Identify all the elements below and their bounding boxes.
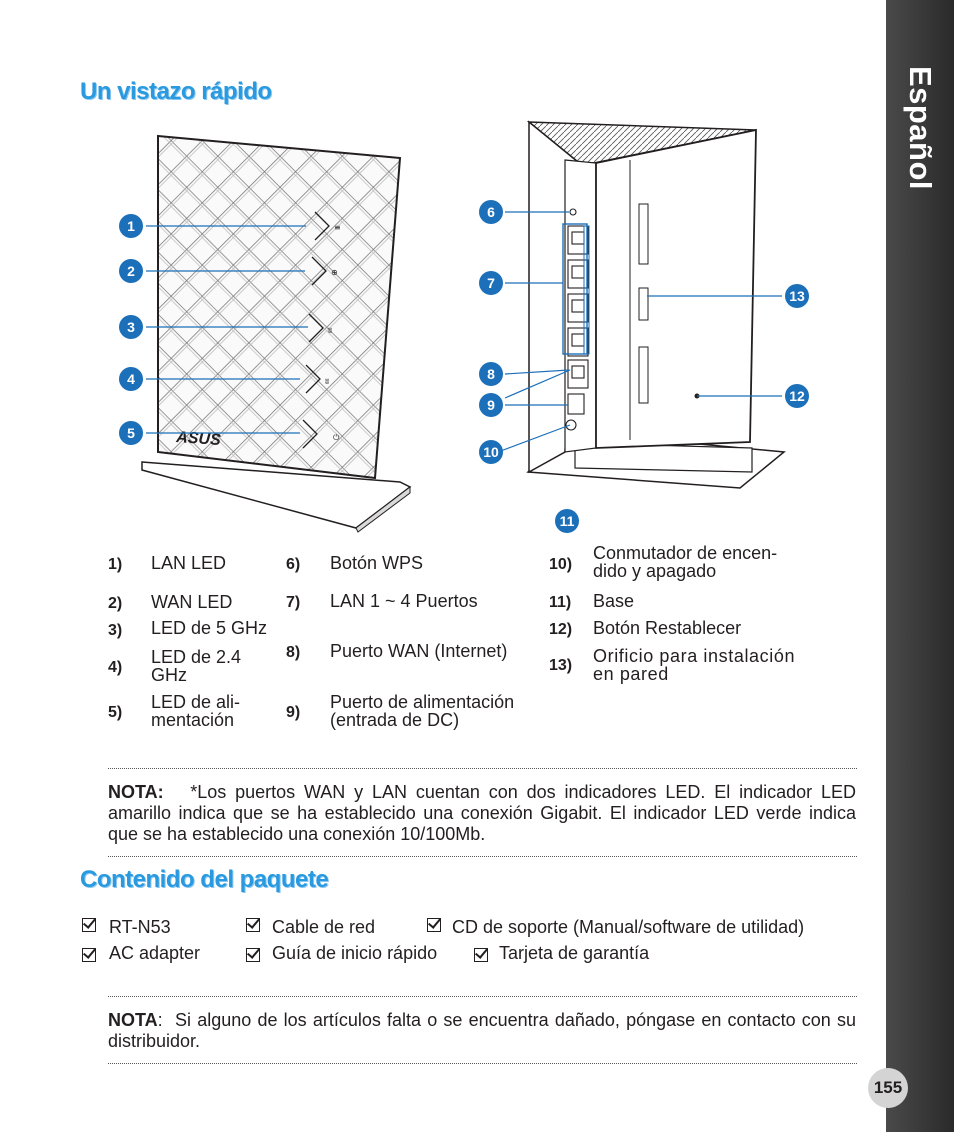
legend-num: 1) bbox=[108, 556, 123, 573]
legend-label: Puerto de alimentación (entrada de DC) bbox=[330, 692, 515, 730]
legend-label: LAN LED bbox=[151, 553, 227, 573]
asus-logo: ASUS bbox=[175, 429, 222, 450]
svg-text:≡: ≡ bbox=[334, 223, 341, 232]
legend-num: 13) bbox=[549, 657, 573, 674]
legend-label: Botón WPS bbox=[330, 553, 424, 573]
legend-num: 9) bbox=[286, 704, 301, 721]
legend-label: Botón Restablecer bbox=[593, 618, 742, 638]
legend-label: Base bbox=[593, 591, 635, 611]
legend-label: LAN 1 ~ 4 Puertos bbox=[330, 591, 478, 611]
package-item: CD de soporte (Manual/software de utilidad) bbox=[452, 917, 805, 937]
legend-num: 12) bbox=[549, 621, 573, 638]
svg-text:1: 1 bbox=[127, 218, 135, 234]
note-text: Si alguno de los artículos falta o se encuentra dañado, póngase en contacto con su distribuidor. bbox=[108, 1010, 856, 1051]
legend-num: 7) bbox=[286, 594, 301, 611]
legend-num: 2) bbox=[108, 595, 123, 612]
checkbox-icon bbox=[82, 918, 96, 932]
legend-label: Orificio para instalación en pared bbox=[593, 646, 796, 684]
divider bbox=[108, 856, 857, 857]
router-illustration bbox=[0, 0, 880, 540]
checkbox-icon bbox=[246, 948, 260, 962]
package-item: AC adapter bbox=[109, 943, 201, 963]
section-title-package-contents: Contenido del paquete bbox=[80, 866, 329, 893]
package-item: Cable de red bbox=[272, 917, 376, 937]
legend-num: 10) bbox=[549, 556, 573, 573]
svg-text:6: 6 bbox=[487, 204, 495, 220]
divider bbox=[108, 768, 857, 769]
legend-label: Conmutador de encen- dido y apagado bbox=[593, 543, 778, 581]
legend-num: 4) bbox=[108, 659, 123, 676]
note-missing-items: NOTA: Si alguno de los artículos falta o se encuentra dañado, póngase en contacto con su distribuidor. bbox=[108, 1010, 856, 1051]
svg-text:⊕: ⊕ bbox=[331, 268, 338, 277]
checkbox-icon bbox=[474, 948, 488, 962]
legend-label: WAN LED bbox=[151, 592, 233, 612]
legend-num: 11) bbox=[549, 594, 572, 611]
svg-text:ʬ: ʬ bbox=[325, 377, 330, 386]
checkbox-icon bbox=[82, 948, 96, 962]
svg-text:3: 3 bbox=[127, 319, 135, 335]
legend-num: 5) bbox=[108, 704, 123, 721]
legend-label: LED de 5 GHz bbox=[151, 618, 268, 638]
section-title-quick-look: Un vistazo rápido bbox=[80, 78, 272, 105]
router-back-view bbox=[528, 122, 784, 488]
svg-text:⏻: ⏻ bbox=[333, 433, 340, 442]
svg-text:10: 10 bbox=[483, 444, 499, 460]
svg-text:ʬ: ʬ bbox=[328, 326, 333, 335]
note-led bbox=[108, 782, 856, 845]
legend-label: LED de ali- mentación bbox=[151, 692, 241, 730]
svg-text:13: 13 bbox=[789, 288, 805, 304]
note-text: *Los puertos WAN y LAN cuentan con dos indicadores LED. El indicador LED amarillo indica que se ha establecido una conexión Gigabit. El indicador LED verde indica que se ha establecido una conexión 10/100Mb. bbox=[108, 782, 856, 844]
checkbox-icon bbox=[427, 918, 441, 932]
divider bbox=[108, 1063, 857, 1064]
svg-text:5: 5 bbox=[127, 425, 135, 441]
note-label: NOTA bbox=[108, 1010, 158, 1030]
package-item: Tarjeta de garantía bbox=[499, 943, 650, 963]
legend-num: 8) bbox=[286, 644, 301, 661]
svg-text:4: 4 bbox=[127, 371, 135, 387]
legend-num: 3) bbox=[108, 622, 123, 639]
svg-text:11: 11 bbox=[559, 513, 575, 529]
router-front-view bbox=[142, 136, 410, 532]
svg-text:7: 7 bbox=[487, 275, 495, 291]
divider bbox=[108, 996, 857, 997]
package-item: Guía de inicio rápido bbox=[272, 943, 438, 963]
svg-text:9: 9 bbox=[487, 397, 495, 413]
legend-label: LED de 2.4 GHz bbox=[151, 647, 242, 685]
package-item: RT-N53 bbox=[109, 917, 171, 937]
legend-label: Puerto WAN (Internet) bbox=[330, 641, 508, 661]
svg-text:8: 8 bbox=[487, 366, 495, 382]
legend-num: 6) bbox=[286, 556, 301, 573]
language-label: Español bbox=[903, 65, 938, 191]
page-number: 155 bbox=[868, 1068, 908, 1108]
svg-text:2: 2 bbox=[127, 263, 135, 279]
svg-text:12: 12 bbox=[789, 388, 805, 404]
checkbox-icon bbox=[246, 918, 260, 932]
note-label: NOTA: bbox=[108, 782, 164, 802]
